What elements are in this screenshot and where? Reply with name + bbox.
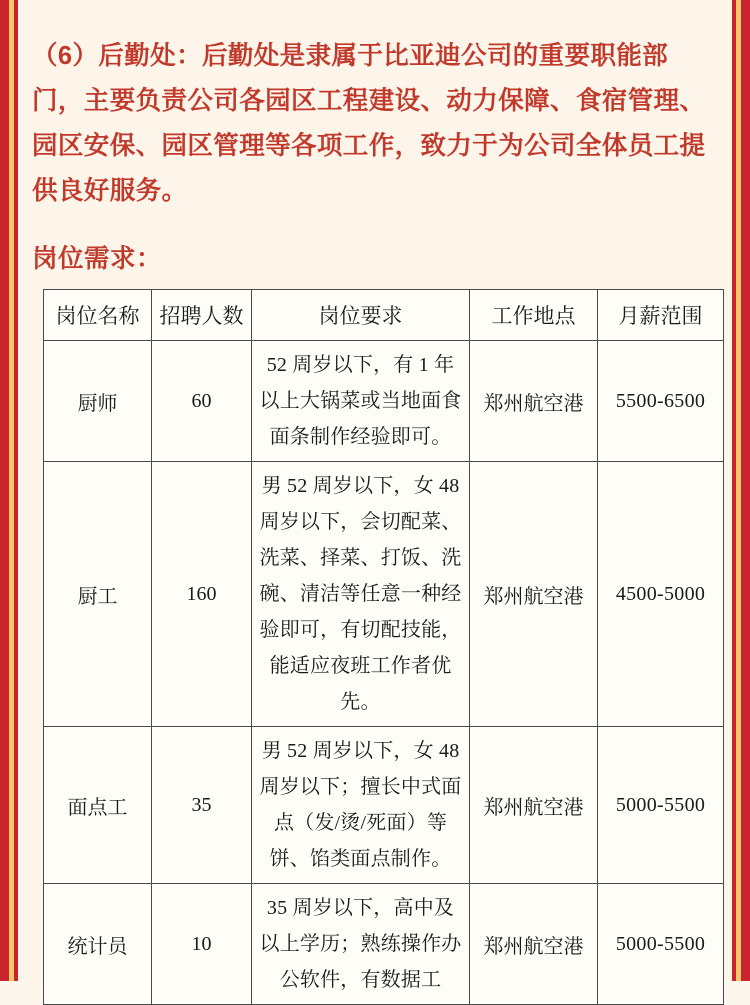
- cell-location: 郑州航空港: [470, 341, 598, 462]
- cell-job-name: 厨师: [44, 341, 152, 462]
- table-row: [44, 884, 724, 1005]
- section-title-job-requirements: 岗位需求：: [32, 245, 163, 273]
- column-header-location: 工作地点: [470, 290, 598, 341]
- column-header-salary: 月薪范围: [598, 290, 724, 341]
- cell-salary: 4500-5000: [598, 462, 724, 727]
- job-requirements-table: [43, 289, 724, 1005]
- right-decorative-border: [724, 0, 750, 981]
- cell-headcount: 160: [152, 462, 252, 727]
- cell-salary: 5000-5500: [598, 727, 724, 884]
- cell-salary: 5500-6500: [598, 341, 724, 462]
- cell-headcount: 60: [152, 341, 252, 462]
- column-header-job-name: 岗位名称: [44, 290, 152, 341]
- table-header-row: [44, 290, 724, 341]
- column-header-requirements: 岗位要求: [252, 290, 470, 341]
- table-row: [44, 727, 724, 884]
- cell-job-name: 面点工: [44, 727, 152, 884]
- left-decorative-border: [0, 0, 26, 981]
- cell-location: 郑州航空港: [470, 884, 598, 1005]
- department-intro-paragraph: [32, 26, 718, 214]
- cell-headcount: 35: [152, 727, 252, 884]
- cell-job-name: 厨工: [44, 462, 152, 727]
- cell-requirements: 52 周岁以下，有 1 年以上大锅菜或当地面食面条制作经验即可。: [252, 341, 470, 462]
- cell-headcount: 10: [152, 884, 252, 1005]
- cell-requirements: 35 周岁以下，高中及以上学历；熟练操作办公软件，有数据工: [252, 884, 470, 1005]
- column-header-headcount: 招聘人数: [152, 290, 252, 341]
- department-intro-body: 后勤处是隶属于比亚迪公司的重要职能部门，主要负责公司各园区工程建设、动力保障、食宿管理、园区安保、园区管理等各项工作，致力于为公司全体员工提供良好服务。: [32, 41, 706, 205]
- cell-requirements: 男 52 周岁以下，女 48 周岁以下；擅长中式面点（发/烫/死面）等饼、馅类面点制作。: [252, 727, 470, 884]
- cell-requirements: 男 52 周岁以下，女 48 周岁以下，会切配菜、洗菜、择菜、打饭、洗碗、清洁等任意一种经验即可，有切配技能，能适应夜班工作者优先。: [252, 462, 470, 727]
- cell-location: 郑州航空港: [470, 462, 598, 727]
- table-row: [44, 462, 724, 727]
- cell-salary: 5000-5500: [598, 884, 724, 1005]
- department-intro-lead: （6）后勤处：: [32, 41, 202, 70]
- cell-location: 郑州航空港: [470, 727, 598, 884]
- cell-job-name: 统计员: [44, 884, 152, 1005]
- page-content: [32, 0, 718, 991]
- table-row: [44, 341, 724, 462]
